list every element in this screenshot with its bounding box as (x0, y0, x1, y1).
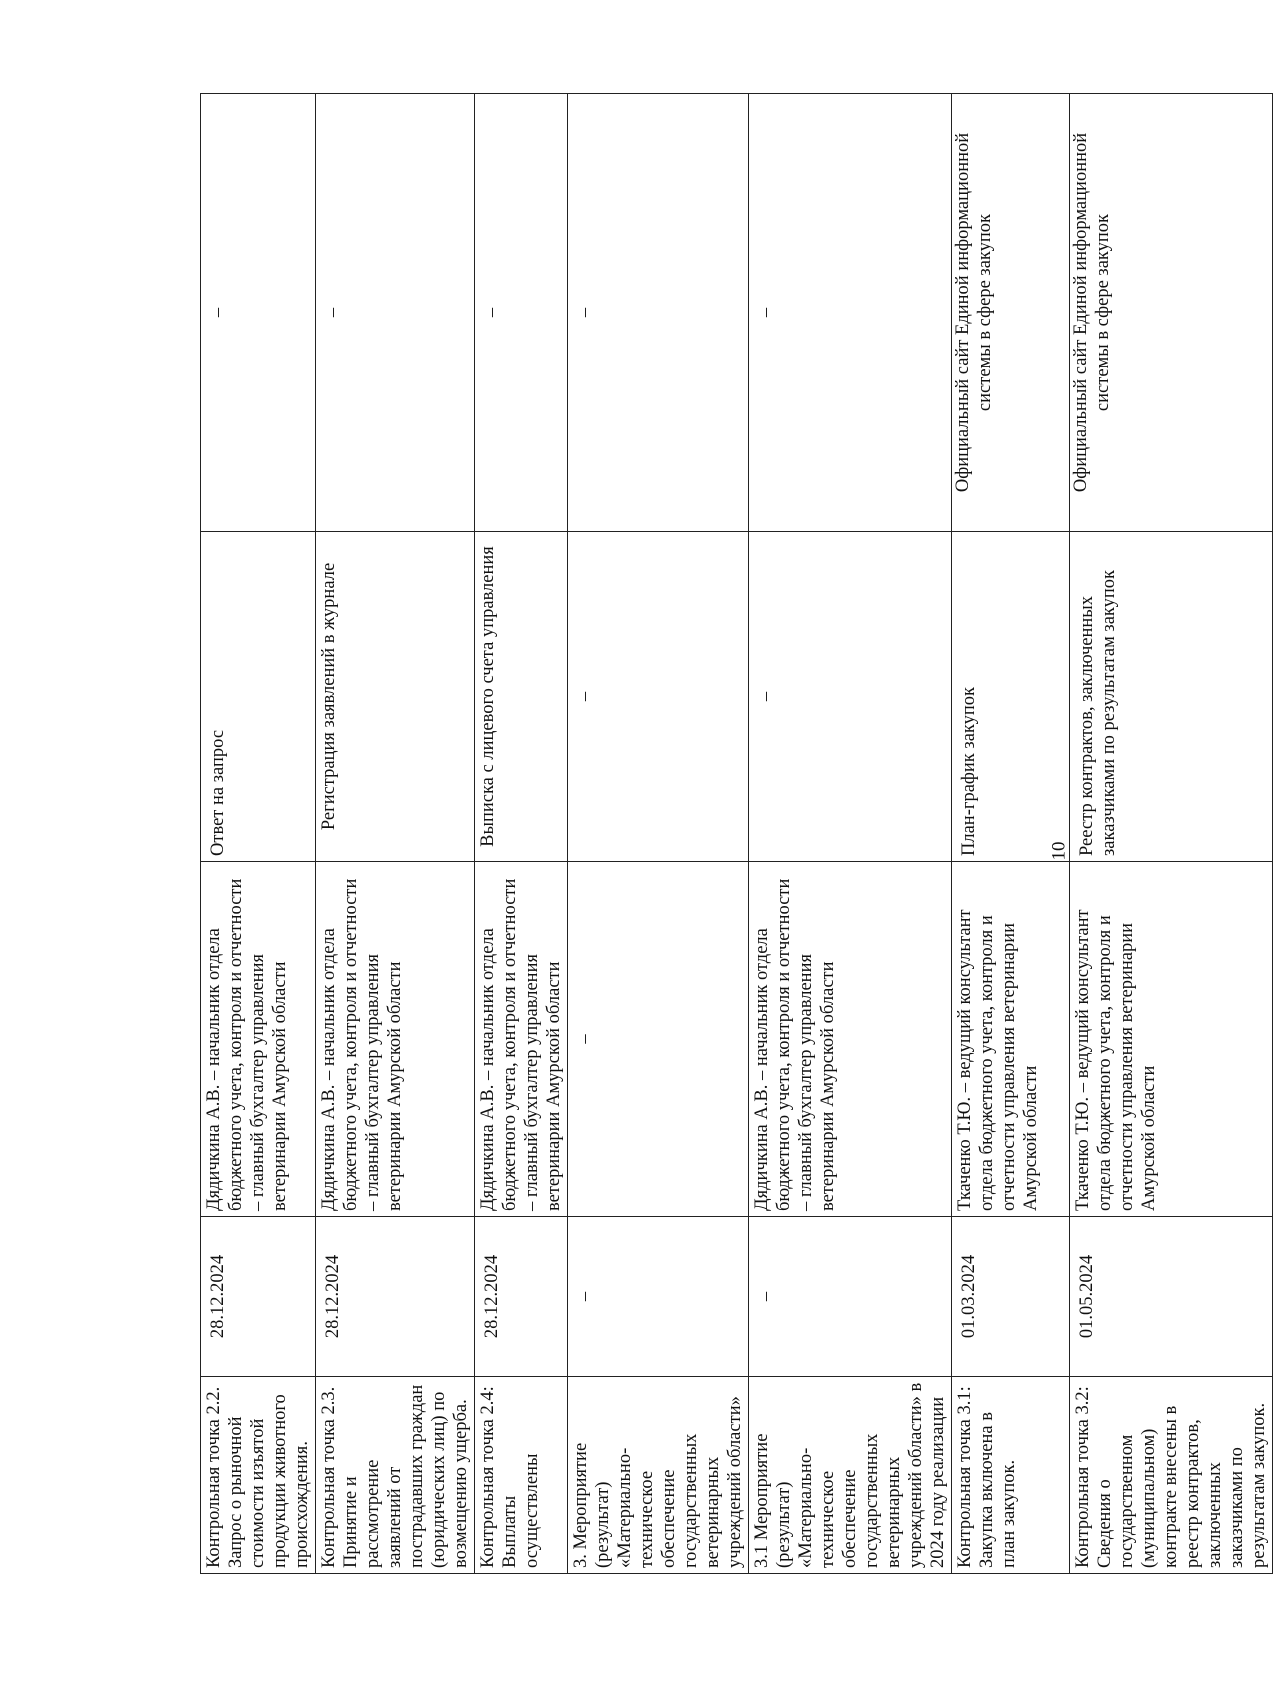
event-cell: Контрольная точка 2.2. Запрос о рыночной стоимости изъятой продукции животного происхождения. (201, 1377, 316, 1574)
responsible-cell: Ткаченко Т.Ю. – ведущий консультант отдела бюджетного учета, контроля и отчетности управления ветеринарии Амурской области (952, 862, 1070, 1217)
responsible-cell: Ткаченко Т.Ю. – ведущий консультант отдела бюджетного учета, контроля и отчетности управления ветеринарии Амурской области (1070, 862, 1273, 1217)
document-cell: Регистрация заявлений в журнале (316, 532, 475, 862)
event-cell: Контрольная точка 2.3. Принятие и рассмотрение заявлений от пострадавших граждан (юридических лиц) по возмещению ущерба. (316, 1377, 475, 1574)
document-cell: План-график закупок (952, 532, 1070, 862)
info-system-cell: Официальный сайт Единой информационной системы в сфере закупок (952, 94, 1070, 532)
date-cell: 28.12.2024 (316, 1217, 475, 1377)
responsible-cell: Дядичкина А.В. – начальник отдела бюджетного учета, контроля и отчетности – главный бухгалтер управления ветеринарии Амурской области (316, 862, 475, 1217)
dash-value: – (575, 1291, 595, 1302)
info-system-cell (201, 94, 316, 532)
table-row (1070, 94, 1273, 1574)
date-cell: 01.03.2024 (952, 1217, 1070, 1377)
dash-value: – (482, 307, 502, 318)
page-number: 10 (1048, 841, 1070, 861)
info-system-cell (568, 94, 749, 532)
dash-value: – (756, 307, 776, 318)
info-system-cell (749, 94, 952, 532)
info-system-cell (475, 94, 568, 532)
table-row (749, 94, 952, 1574)
table-row (316, 94, 475, 1574)
document-cell: Выписка с лицевого счета управления (475, 532, 568, 862)
date-cell (568, 1217, 749, 1377)
document-cell: Ответ на запрос (201, 532, 316, 862)
dash-value: – (756, 691, 776, 702)
event-cell: Контрольная точка 3.2: Сведения о государственном (муниципальном) контракте внесены в реестр контрактов, заключенных заказчиками по результатам закупок. (1070, 1377, 1273, 1574)
dash-value: – (575, 691, 595, 702)
date-cell: 28.12.2024 (201, 1217, 316, 1377)
event-cell: 3.1 Мероприятие (результат) «Материально-техническое обеспечение государственных ветеринарных учреждений области» в 2024 году реализации (749, 1377, 952, 1574)
table-row (201, 94, 316, 1574)
info-system-cell (316, 94, 475, 532)
responsible-cell (568, 862, 749, 1217)
event-cell: 3. Мероприятие (результат) «Материально-техническое обеспечение государственных ветеринарных учреждений области» (568, 1377, 749, 1574)
document-cell (568, 532, 749, 862)
dash-value: – (575, 307, 595, 318)
dash-value: – (323, 307, 343, 318)
event-cell: Контрольная точка 3.1: Закупка включена в план закупок. (952, 1377, 1070, 1574)
dash-value: – (575, 1034, 595, 1044)
date-cell: 28.12.2024 (475, 1217, 568, 1377)
event-cell: Контрольная точка 2.4: Выплаты осуществлены (475, 1377, 568, 1574)
table-row (952, 94, 1070, 1574)
responsible-cell: Дядичкина А.В. – начальник отдела бюджетного учета, контроля и отчетности – главный бухгалтер управления ветеринарии Амурской области (749, 862, 952, 1217)
date-cell: 01.05.2024 (1070, 1217, 1273, 1377)
document-cell (749, 532, 952, 862)
responsible-cell: Дядичкина А.В. – начальник отдела бюджетного учета, контроля и отчетности – главный бухгалтер управления ветеринарии Амурской области (201, 862, 316, 1217)
dash-value: – (756, 1291, 776, 1302)
responsible-cell: Дядичкина А.В. – начальник отдела бюджетного учета, контроля и отчетности – главный бухгалтер управления ветеринарии Амурской области (475, 862, 568, 1217)
control-points-table (200, 93, 1273, 1574)
dash-value: – (208, 307, 228, 318)
table-row (475, 94, 568, 1574)
date-cell (749, 1217, 952, 1377)
info-system-cell: Официальный сайт Единой информационной системы в сфере закупок (1070, 94, 1273, 532)
document-cell: Реестр контрактов, заключенных заказчиками по результатам закупок (1070, 532, 1273, 862)
table-row (568, 94, 749, 1574)
